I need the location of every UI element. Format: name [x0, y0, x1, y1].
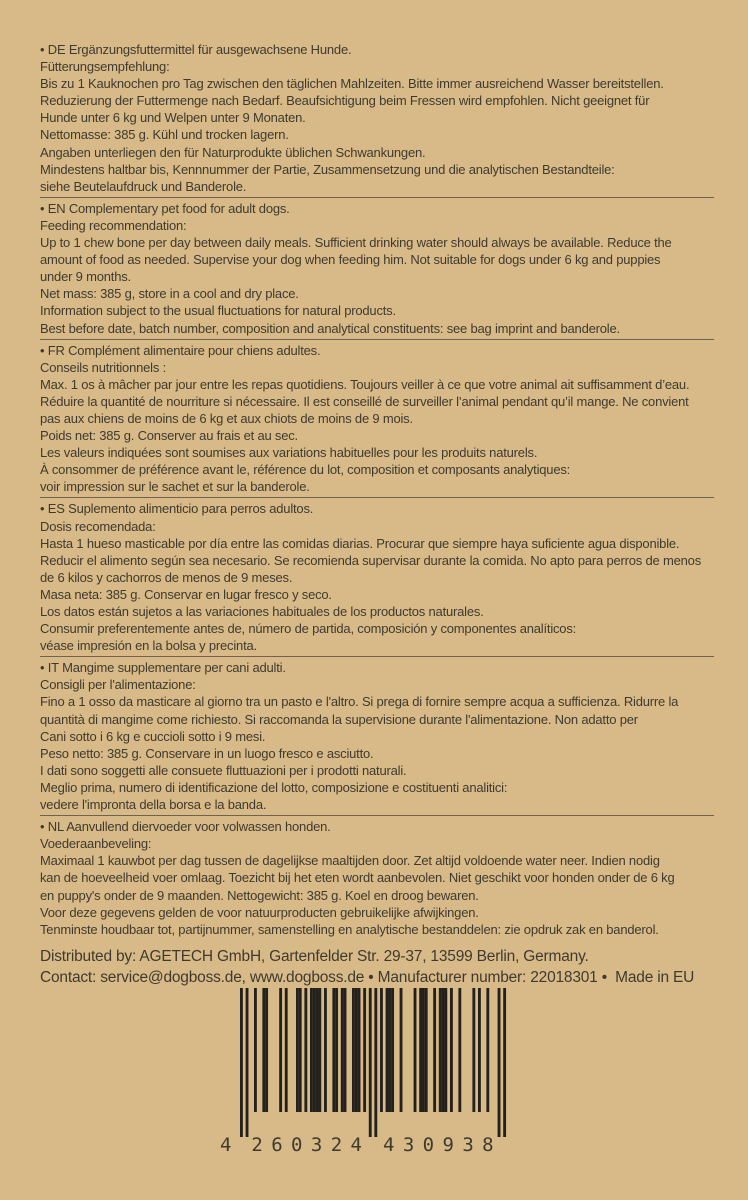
label-line: vedere l'impronta della borsa e la banda. [40, 797, 267, 813]
barcode-bar [285, 988, 288, 1112]
label-line: • IT Mangime supplementare per cani adulti. [40, 660, 286, 676]
label-line: Conseils nutritionnels : [40, 359, 166, 375]
barcode-bar [318, 988, 321, 1112]
label-line: Fütterungsempfehlung: [40, 59, 170, 75]
barcode-graphic [216, 988, 510, 1154]
barcode-bar [296, 988, 299, 1112]
barcode-bar [262, 988, 265, 1112]
barcode-bar [299, 988, 302, 1112]
label-line: Nettomasse: 385 g. Kühl und trocken lagern. [40, 127, 289, 143]
label-line: Dosis recomendada: [40, 518, 156, 534]
barcode-bar [386, 988, 389, 1112]
label-line: • FR Complément alimentaire pour chiens adultes. [40, 342, 321, 358]
label-line: Max. 1 os à mâcher par jour entre les repas quotidiens. Toujours veiller à ce que votre animal ait suffisamment d’eau. [40, 376, 690, 392]
label-line: Les valeurs indiquées sont soumises aux variations habituelles pour les produits naturels. [40, 445, 538, 461]
barcode-bar [419, 988, 422, 1112]
label-line: Réduire la quantité de nourriture si nécessaire. Il est conseillé de surveiller l’animal pendant qu’il mange. Ne convient [40, 393, 689, 409]
distributor-address-line: Distributed by: AGETECH GmbH, Gartenfelder Str. 29-37, 13599 Berlin, Germany. [40, 947, 589, 965]
label-line: • NL Aanvullend diervoeder voor volwassen honden. [40, 819, 331, 835]
label-line: Peso netto: 385 g. Conservare in un luogo fresco e asciutto. [40, 745, 374, 761]
barcode-bar [498, 988, 501, 1137]
label-line: Information subject to the usual fluctuations for natural products. [40, 303, 396, 319]
info-section-fr [40, 339, 714, 498]
ean-barcode [216, 988, 510, 1154]
distributor-contact-line: Contact: service@dogboss.de, www.dogboss.de • Manufacturer number: 22018301 • Made in EU [40, 968, 695, 986]
label-line: Reducir el alimento según sea necesario. Se recomienda supervisar durante la comida. No apto para perros de menos [40, 552, 701, 568]
barcode-bar [425, 988, 428, 1112]
barcode-bar [240, 988, 243, 1137]
barcode-bar [279, 988, 282, 1112]
barcode-bar [400, 988, 403, 1112]
label-line: À consommer de préférence avant le, référence du lot, composition et composants analytiques: [40, 462, 571, 478]
label-line: véase impresión en la bolsa y precinta. [40, 638, 257, 654]
info-section-nl [40, 815, 714, 940]
label-line: en puppy's onder de 9 maanden. Nettogewicht: 385 g. Koel en droog bewaren. [40, 887, 479, 903]
barcode-bar [374, 988, 377, 1137]
barcode-digit-first: 4 [220, 1133, 232, 1154]
distributor-info [40, 946, 714, 988]
label-line: Maximaal 1 kauwbot per dag tussen de dagelijkse maaltijden door. Zet altijd voldoende water neer. Indien nodig [40, 853, 660, 869]
barcode-bar [246, 988, 249, 1137]
label-line: kan de hoeveelheid voer omlaag. Toezicht bij het eten wordt aanbevolen. Niet geschikt voor honden onder de 6 kg [40, 870, 675, 886]
info-section-de [40, 39, 714, 197]
barcode-bar [472, 988, 475, 1112]
barcode-bar [355, 988, 358, 1112]
label-line: Bis zu 1 Kauknochen pro Tag zwischen den täglichen Mahlzeiten. Bitte immer ausreichend Wasser bereitstellen. [40, 76, 664, 92]
barcode-bar [363, 988, 366, 1112]
label-line: Tenminste houdbaar tot, partijnummer, samenstelling en analytische bestanddelen: zie opdruk zak en banderol. [40, 921, 659, 937]
barcode-bar [316, 988, 319, 1112]
label-line: I dati sono soggetti alle consuete fluttuazioni per i prodotti naturali. [40, 762, 407, 778]
barcode-bar [439, 988, 442, 1112]
barcode-bar [304, 988, 307, 1112]
barcode-bar [450, 988, 453, 1112]
barcode-bar [388, 988, 391, 1112]
label-line: pas aux chiens de moins de 6 kg et aux chiots de moins de 9 mois. [40, 410, 413, 426]
barcode-bar [458, 988, 461, 1112]
barcode-bar [335, 988, 338, 1112]
barcode-bar [442, 988, 445, 1112]
barcode-bar [433, 988, 436, 1112]
barcode-bar [313, 988, 316, 1112]
label-line: Cani sotto i 6 kg e cuccioli sotto i 9 mesi. [40, 728, 266, 744]
barcode-bar [341, 988, 344, 1112]
barcode-bar [352, 988, 355, 1112]
label-line: siehe Beutelaufdruck und Banderole. [40, 178, 247, 194]
label-line: Masa neta: 385 g. Conservar en lugar fresco y seco. [40, 586, 332, 602]
label-line: Voor deze gegevens gelden de voor natuurproducten gebruikelijke afwijkingen. [40, 904, 479, 920]
barcode-digits-left: 260324 [251, 1133, 362, 1154]
label-line: under 9 months. [40, 269, 131, 285]
barcode-bar [332, 988, 335, 1112]
label-line: Fino a 1 osso da masticare al giorno tra un pasto e l'altro. Si prega di fornire sempre acqua a sufficienza. Ridurre la [40, 694, 679, 710]
label-line: Los datos están sujetos a las variaciones habituales de los productos naturales. [40, 604, 484, 619]
barcode-bar [414, 988, 417, 1112]
label-line: Poids net: 385 g. Conserver au frais et au sec. [40, 428, 298, 444]
barcode-bar [444, 988, 447, 1112]
barcode-bar [478, 988, 481, 1112]
label-line: Mindestens haltbar bis, Kennnummer der Partie, Zusammensetzung und die analytischen Bestandteile: [40, 161, 615, 177]
label-line: Angaben unterliegen den für Naturprodukte üblichen Schwankungen. [40, 144, 426, 160]
barcode-bar [503, 988, 506, 1137]
label-line: Best before date, batch number, composition and analytical constituents: see bag imprint and banderole. [40, 320, 620, 336]
barcode-bar [310, 988, 313, 1112]
barcode-bar [422, 988, 425, 1112]
barcode-bar [358, 988, 361, 1112]
barcode-bar [254, 988, 257, 1112]
info-section-en [40, 197, 714, 339]
label-line: Up to 1 chew bone per day between daily meals. Sufficient drinking water should always be available. Reduce the [40, 235, 672, 251]
barcode-bar [344, 988, 347, 1112]
barcode-bar [380, 988, 383, 1112]
label-line: Hasta 1 hueso masticable por día entre las comidas diarias. Procurar que siempre haya suficiente agua disponible. [40, 535, 680, 551]
barcode-bar [486, 988, 489, 1112]
info-section-es [40, 497, 714, 656]
label-line: Consigli per l'alimentazione: [40, 677, 196, 693]
label-line: quantità di mangime come richiesto. Si raccomanda la supervisione durante l'alimentazione. Non adatto per [40, 711, 638, 727]
barcode-bar [369, 988, 372, 1137]
label-line: • EN Complementary pet food for adult dogs. [40, 200, 290, 216]
label-line: Net mass: 385 g, store in a cool and dry place. [40, 286, 299, 302]
label-line: de 6 kilos y cachorros de menos de 9 meses. [40, 569, 293, 585]
label-line: • ES Suplemento alimenticio para perros adultos. [40, 501, 314, 517]
label-line: Feeding recommendation: [40, 217, 187, 233]
label-line: Meglio prima, numero di identificazione del lotto, composizione e costituenti analitici: [40, 779, 508, 795]
label-line: amount of food as needed. Supervise your dog when feeding him. Not suitable for dogs under 6 kg and puppies [40, 252, 661, 268]
barcode-bar [265, 988, 268, 1112]
label-line: voir impression sur le sachet et sur la banderole. [40, 479, 310, 495]
info-section-it [40, 656, 714, 815]
label-line: • DE Ergänzungsfuttermittel für ausgewachsene Hunde. [40, 42, 352, 57]
barcode-bar [391, 988, 394, 1112]
label-line: Voederaanbeveling: [40, 836, 152, 852]
label-line: Hunde unter 6 kg und Welpen unter 9 Monaten. [40, 110, 306, 126]
barcode-digits-right: 430938 [383, 1133, 494, 1154]
label-line: Consumir preferentemente antes de, número de partida, composición y componentes analíticos: [40, 621, 577, 637]
barcode-bar [324, 988, 327, 1112]
label-line: Reduzierung der Futtermenge nach Bedarf. Beaufsichtigung beim Fressen wird empfohlen. Nicht geeignet für [40, 93, 650, 109]
